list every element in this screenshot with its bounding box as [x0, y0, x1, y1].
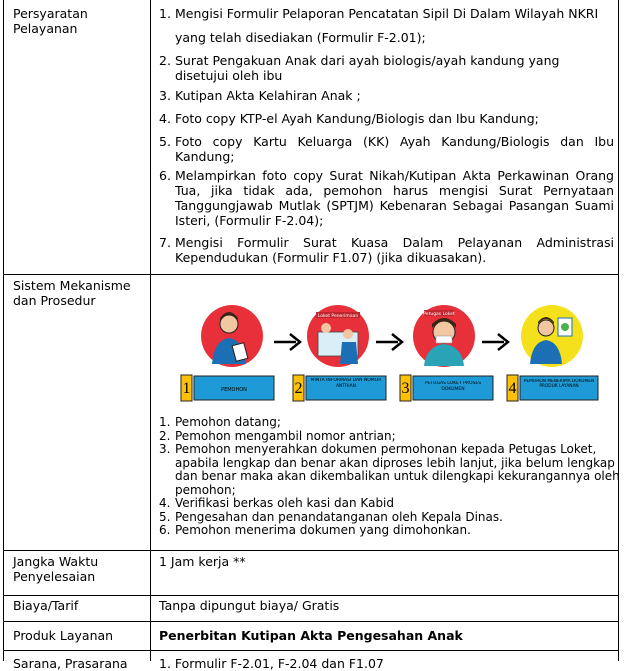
flow-number: 4	[508, 380, 517, 397]
arrow-icon	[482, 334, 508, 350]
table-border-right	[618, 0, 619, 661]
procedure-steps-list	[159, 416, 624, 538]
jangka-value: 1 Jam kerja **	[159, 554, 246, 569]
arrow-icon	[376, 334, 402, 350]
list-item: 5. Pengesahan dan penandatanganan oleh Kepala Dinas.	[159, 509, 503, 524]
flow-label: PEMOHON	[221, 387, 247, 393]
flow-step-2	[293, 305, 386, 401]
flow-step-3	[400, 305, 493, 401]
list-item: 1. Pemohon datang;	[159, 415, 281, 429]
row-label-produk: Produk Layanan	[13, 628, 114, 643]
arrow-icon	[274, 334, 300, 350]
row-divider	[3, 595, 619, 596]
biaya-value: Tanpa dipungut biaya/ Gratis	[159, 598, 340, 613]
person-icon	[343, 329, 353, 339]
flow-number: 2	[294, 380, 303, 397]
row-divider	[3, 621, 619, 622]
flow-label: MINTA INFORMASI DAN NOMOR ANTRIAN	[310, 378, 382, 389]
table-border-left	[3, 0, 4, 661]
list-item: 4. Verifikasi berkas oleh kasi dan Kabid	[159, 496, 395, 510]
list-item: 1. Mengisi Formulir Pelaporan Pencatatan Sipil Di Dalam Wilayah NKRI	[159, 6, 599, 21]
flow-step-4	[507, 305, 598, 401]
list-item: 6. Melampirkan foto copy Surat Nikah/Kutipan Akta Perkawinan Orang Tua, jika tidak ada, pemohon harus mengisi Surat Pernyataan Tanggungjawab Mutlak (SPTJM) Kebenaran Sebagai Pasangan Suami Isteri, (Formulir F-2.04);	[159, 168, 614, 228]
list-item: 4. Foto copy KTP-el Ayah Kandung/Biologis dan Ibu Kandung;	[159, 111, 539, 126]
flow-number: 3	[401, 380, 410, 397]
flow-label: PEMOHON MENERIMA DOKUMEN PRODUK LAYANAN	[523, 379, 595, 390]
row-label-next: Sarana, Prasarana	[13, 656, 128, 671]
list-item: 2. Pemohon mengambil nomor antrian;	[159, 428, 396, 443]
flow-step-1	[181, 305, 274, 401]
table-column-divider	[150, 0, 151, 661]
list-item: yang telah disediakan (Formulir F-2.01);	[175, 30, 426, 45]
row-label-jangka: Jangka Waktu Penyelesaian	[13, 554, 99, 584]
row-divider	[3, 550, 619, 551]
list-item: 2. Surat Pengakuan Anak dari ayah biologis/ayah kandung yang disetujui oleh ibu	[159, 53, 560, 83]
row-label-biaya: Biaya/Tarif	[13, 598, 79, 613]
person-icon	[538, 320, 554, 336]
list-item: 3. Pemohon menyerahkan dokumen permohonan kepada Petugas Loket, apabila lengkap dan benar akan diproses lebih lanjut, jika belum lengkap dan benar maka akan dikembalikan untuk dilengkapi kekurangannya oleh pemohon;	[159, 442, 620, 497]
next-value: 1. Formulir F-2.01, F-2.04 dan F1.07	[159, 656, 384, 671]
list-item: 5. Foto copy Kartu Keluarga (KK) Ayah Kandung/Biologis dan Ibu Kandung;	[159, 134, 614, 164]
produk-value: Penerbitan Kutipan Akta Pengesahan Anak	[159, 628, 463, 643]
list-item: 7. Mengisi Formulir Surat Kuasa Dalam Pelayanan Administrasi Kependudukan (Formulir F1.07) (jika dikuasakan).	[159, 235, 614, 265]
row-divider	[3, 650, 619, 651]
flow-number: 1	[182, 380, 191, 397]
row-label-persyaratan: Persyaratan Pelayanan	[13, 6, 88, 36]
row-divider	[3, 274, 619, 275]
procedure-flow-diagram	[176, 298, 600, 410]
row-label-sistem: Sistem Mekanisme dan Prosedur	[13, 278, 131, 308]
petugas-sign: Petugas Loket	[423, 312, 455, 317]
loket-sign: Loket Penerimaan	[317, 314, 359, 319]
list-item: 6. Pemohon menerima dokumen yang dimohonkan.	[159, 523, 471, 537]
list-item: 3. Kutipan Akta Kelahiran Anak ;	[159, 88, 361, 103]
person-icon	[220, 315, 238, 333]
flow-label: PETUGAS LOKET PROSES DOKUMEN	[424, 381, 482, 392]
